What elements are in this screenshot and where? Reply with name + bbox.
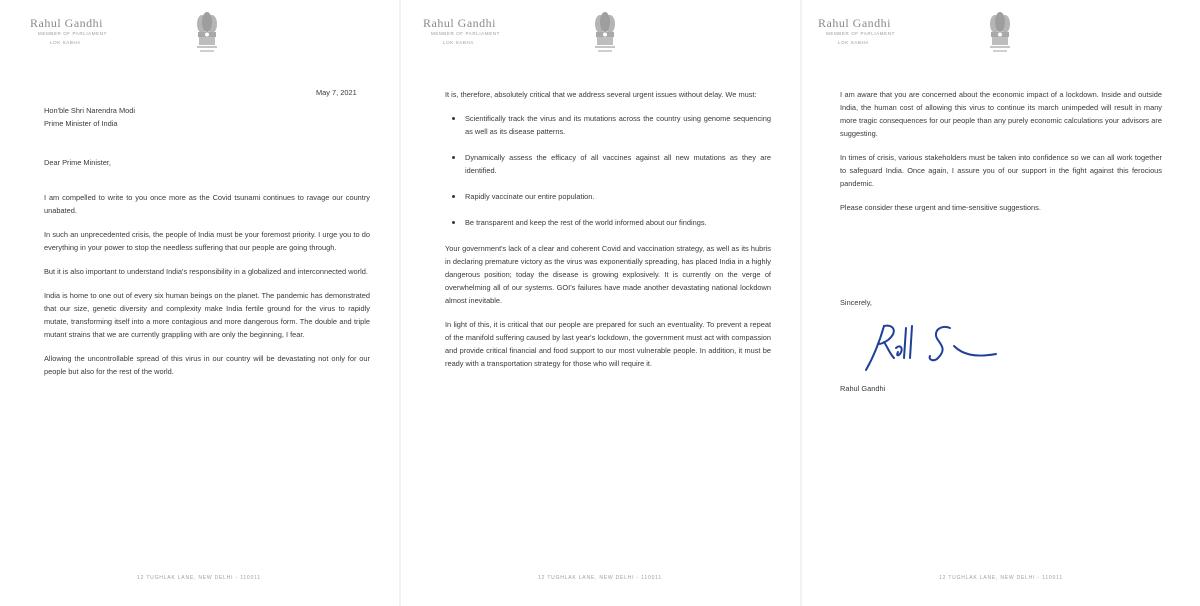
state-emblem-icon [986, 12, 1014, 56]
paragraph: In such an unprecedented crisis, the people of India must be your foremost priority. I urge you to do everything in your power to stop the needless suffering that our people are going through. [44, 230, 370, 252]
paragraph: I am aware that you are concerned about the economic impact of a lockdown. Inside and outside India, the human cost of allowing this virus to continue its march unimpeded will result in many more tragic consequences for our people than any purely economic calculations your advisors are suggesting. [840, 90, 1162, 138]
letterhead-house: LOK SABHA [50, 40, 81, 45]
signature-image [854, 318, 1004, 380]
recipient-title: Prime Minister of India [44, 119, 118, 128]
paragraph: Allowing the uncontrollable spread of this virus in our country will be devastating not only for our people but also for the rest of the world. [44, 354, 370, 376]
letterhead-house: LOK SABHA [443, 40, 474, 45]
paragraph: Please consider these urgent and time-sensitive suggestions. [840, 203, 1041, 212]
recipient-name: Hon'ble Shri Narendra Modi [44, 106, 135, 115]
state-emblem-icon [591, 12, 619, 56]
letterhead-title: MEMBER OF PARLIAMENT [431, 31, 500, 36]
salutation: Dear Prime Minister, [44, 158, 111, 167]
list-item: Rapidly vaccinate our entire population. [465, 190, 771, 203]
list-item: Dynamically assess the efficacy of all vaccines against all new mutations as they are identified. [465, 153, 771, 175]
letterhead-footer: 12 TUGHLAK LANE, NEW DELHI - 110011 [538, 575, 662, 581]
letter-page-1 [0, 0, 398, 606]
paragraph: But it is also important to understand India's responsibility in a globalized and interconnected world. [44, 267, 368, 276]
letter-body-page-3 [840, 88, 1162, 225]
paragraph: Your government's lack of a clear and coherent Covid and vaccination strategy, as well as its hubris in declaring premature victory as the virus was exponentially spreading, has placed India in a highly dangerous position; today the disease is growing explosively. It is currently on the verge of overwhelming all of our systems. GOI's failures have made another devastating national lockdown almost inevitable. [445, 244, 771, 305]
signatory-name: Rahul Gandhi [840, 384, 886, 393]
intro-paragraph: It is, therefore, absolutely critical that we address several urgent issues without delay. We must: [445, 90, 757, 99]
letter-body-page-2 [445, 88, 771, 381]
letterhead-title: MEMBER OF PARLIAMENT [38, 31, 107, 36]
paragraph: In times of crisis, various stakeholders must be taken into confidence so we can all work together to safeguard India. Once again, I assure you of our support in the fight against this ferocious pandemic. [840, 153, 1162, 188]
letterhead-title: MEMBER OF PARLIAMENT [826, 31, 895, 36]
paragraph: India is home to one out of every six human beings on the planet. The pandemic has demonstrated that our size, genetic diversity and complexity make India fertile ground for the virus to rapidly mutate, transforming itself into a more contagious and more dangerous form. The double and triple mutant strains that we are currently grappling with are only the beginning, I fear. [44, 291, 370, 339]
letterhead-footer: 12 TUGHLAK LANE, NEW DELHI - 110011 [939, 575, 1063, 581]
closing: Sincerely, [840, 298, 872, 307]
paragraph: In light of this, it is critical that our people are prepared for such an eventuality. To prevent a repeat of the manifold suffering caused by last year's lockdown, the government must act with compassion and provide critical financial and food support to our most vulnerable people. In addition, it must be ready with a transportation strategy for those who will require it. [445, 320, 771, 368]
letterhead-house: LOK SABHA [838, 40, 869, 45]
letter-page-2 [401, 0, 799, 606]
letter-page-3 [802, 0, 1200, 606]
list-item: Scientifically track the virus and its mutations across the country using genome sequencing as well as its disease patterns. [465, 114, 771, 136]
letter-date: May 7, 2021 [316, 88, 357, 97]
letter-body-page-1 [44, 191, 370, 389]
letterhead-footer: 12 TUGHLAK LANE, NEW DELHI - 110011 [137, 575, 261, 581]
paragraph: I am compelled to write to you once more as the Covid tsunami continues to ravage our country unabated. [44, 193, 370, 215]
recipient-address [44, 104, 135, 130]
list-item: Be transparent and keep the rest of the world informed about our findings. [465, 216, 771, 229]
letterhead-name: Rahul Gandhi [423, 16, 496, 30]
letterhead-name: Rahul Gandhi [30, 16, 103, 30]
letterhead-name: Rahul Gandhi [818, 16, 891, 30]
action-points-list [445, 112, 771, 229]
state-emblem-icon [193, 12, 221, 56]
